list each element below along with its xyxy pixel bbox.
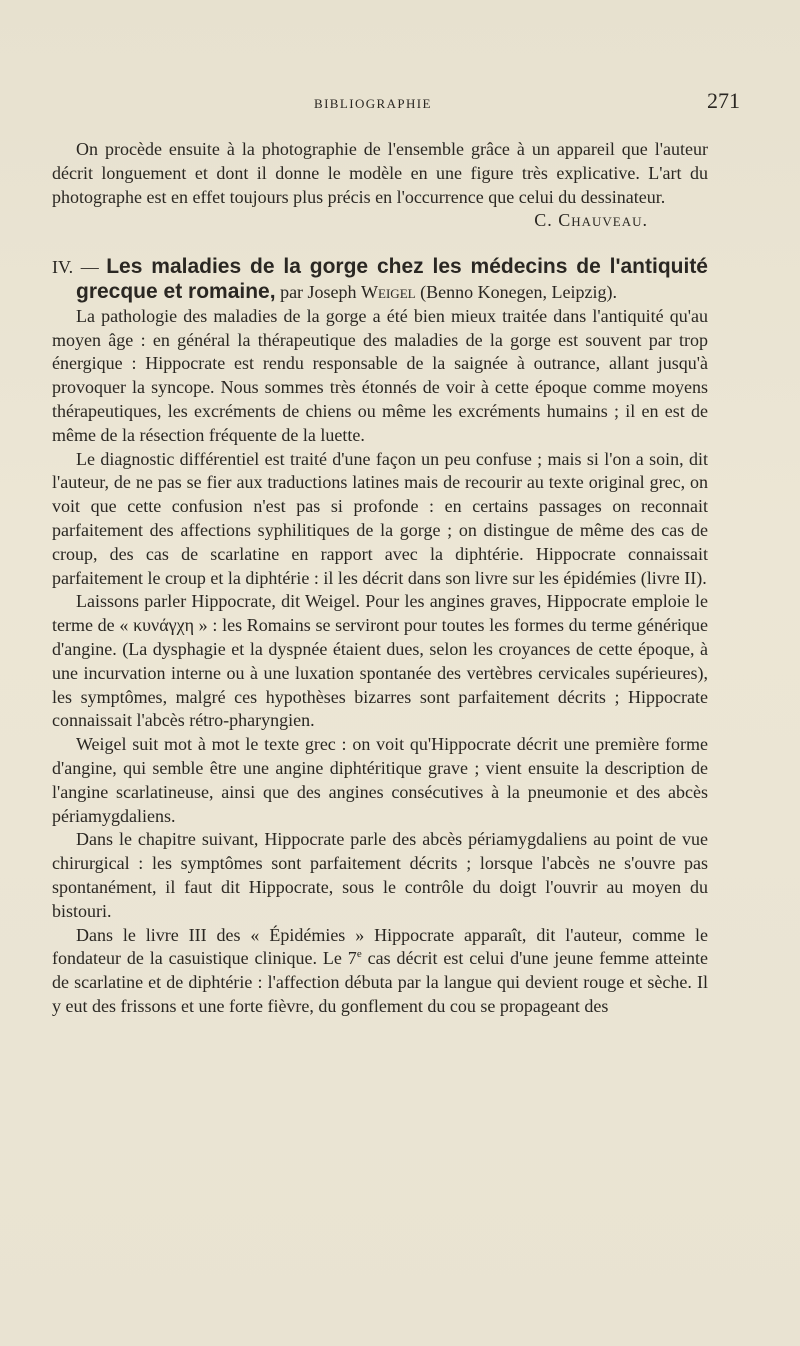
previous-review-signature: C. Chauveau. <box>534 210 648 231</box>
review-paragraph: La pathologie des maladies de la gorge a été bien mieux traitée dans l'antiquité qu'au moyen âge : en général la thérapeutique des maladies de la gorge est souvent par trop énergique : Hippocrate est rendu responsable de la saignée à outrance, allant jusqu'à provoquer la syncope. Nous sommes très étonnés de voir à cette époque comme moyens thérapeutiques, les excréments de chiens ou même les excréments humains ; il en est de même de la résection fréquente de la luette. <box>52 305 708 445</box>
ordinal-superscript: e <box>356 948 362 961</box>
review-heading <box>52 255 708 305</box>
page-body <box>52 138 708 1019</box>
running-head <box>52 88 740 118</box>
last-paragraph-text-end: cas décrit est celui d'une jeune femme atteinte de scarlatine et de diphtérie : l'affection débuta par la langue qui devient rouge et sèche. Il y eut des frissons et une forte fièvre, du gonflement du cou se propageant des <box>52 948 709 1016</box>
publisher: (Benno Konegen, Leipzig). <box>420 281 618 302</box>
page-number: 271 <box>707 88 740 113</box>
review-paragraph-last <box>52 924 708 1019</box>
review-paragraph: Weigel suit mot à mot le texte grec : on voit qu'Hippocrate décrit une première forme d'angine, qui semble être une angine diphtéritique grave ; vient ensuite la description de l'angine scarlatineuse, ainsi que des angines consécutives à la pneumonie et des abcès périamygdaliens. <box>52 734 708 826</box>
review-paragraph: Laissons parler Hippocrate, dit Weigel. Pour les angines graves, Hippocrate emploie le terme de « κυνάγχη » : les Romains se serviront pour toutes les formes du terme générique d'angine. (La dysphagie et la dyspnée étaient dues, selon les croyances de cette époque, à une incurvation interne ou à une luxation spontanée des vertèbres cervicales supérieures), les symptômes, malgré ces hypothèses bizarres sont parfaitement décrits ; Hippocrate connaissait l'abcès rétro-pharyngien. <box>52 591 708 731</box>
last-paragraph-text-start: Dans le livre III des « Épidémies » Hippocrate apparaît, dit l'auteur, comme le fondateur de la casuistique clinique. Le 7 <box>52 924 708 969</box>
review-number: IV. — <box>52 257 99 278</box>
review-paragraph: Le diagnostic différentiel est traité d'une façon un peu confuse ; mais si l'on a soin, dit l'auteur, de ne pas se fier aux traductions latines mais de recourir au texte original grec, on voit que cette confusion n'est pas si profonde : en certains passages on reconnait parfaitement des affections syphilitiques de la gorge ; on distingue de même des cas de croup, des cas de scarlatine en rapport avec la diphtérie. Hippocrate connaissait parfaitement le croup et la diphtérie : il les décrit dans son livre sur les épidémies (livre II). <box>52 448 708 588</box>
review-paragraph: Dans le chapitre suivant, Hippocrate parle des abcès périamygdaliens au point de vue chirurgical : les symptômes sont parfaitement décrits ; lorsque l'abcès ne s'ouvre pas spontanément, il faut dit Hippocrate, sous le contrôle du doigt l'ouvrir au moyen du bistouri. <box>52 829 708 921</box>
review-title: Les maladies de la gorge chez les médecins de l'antiquité grecque et romaine, <box>76 255 708 303</box>
previous-review-closing-paragraph: On procède ensuite à la photographie de l'ensemble grâce à un appareil que l'auteur décrit longuement et dont il donne le modèle en une figure très explicative. L'art du photographe est en effet toujours plus précis en l'occurrence que celui du dessinateur. <box>52 139 708 207</box>
byline-prefix: par Joseph <box>280 281 357 302</box>
author-surname: Weigel <box>361 281 416 302</box>
running-title: BIBLIOGRAPHIE <box>314 96 432 111</box>
